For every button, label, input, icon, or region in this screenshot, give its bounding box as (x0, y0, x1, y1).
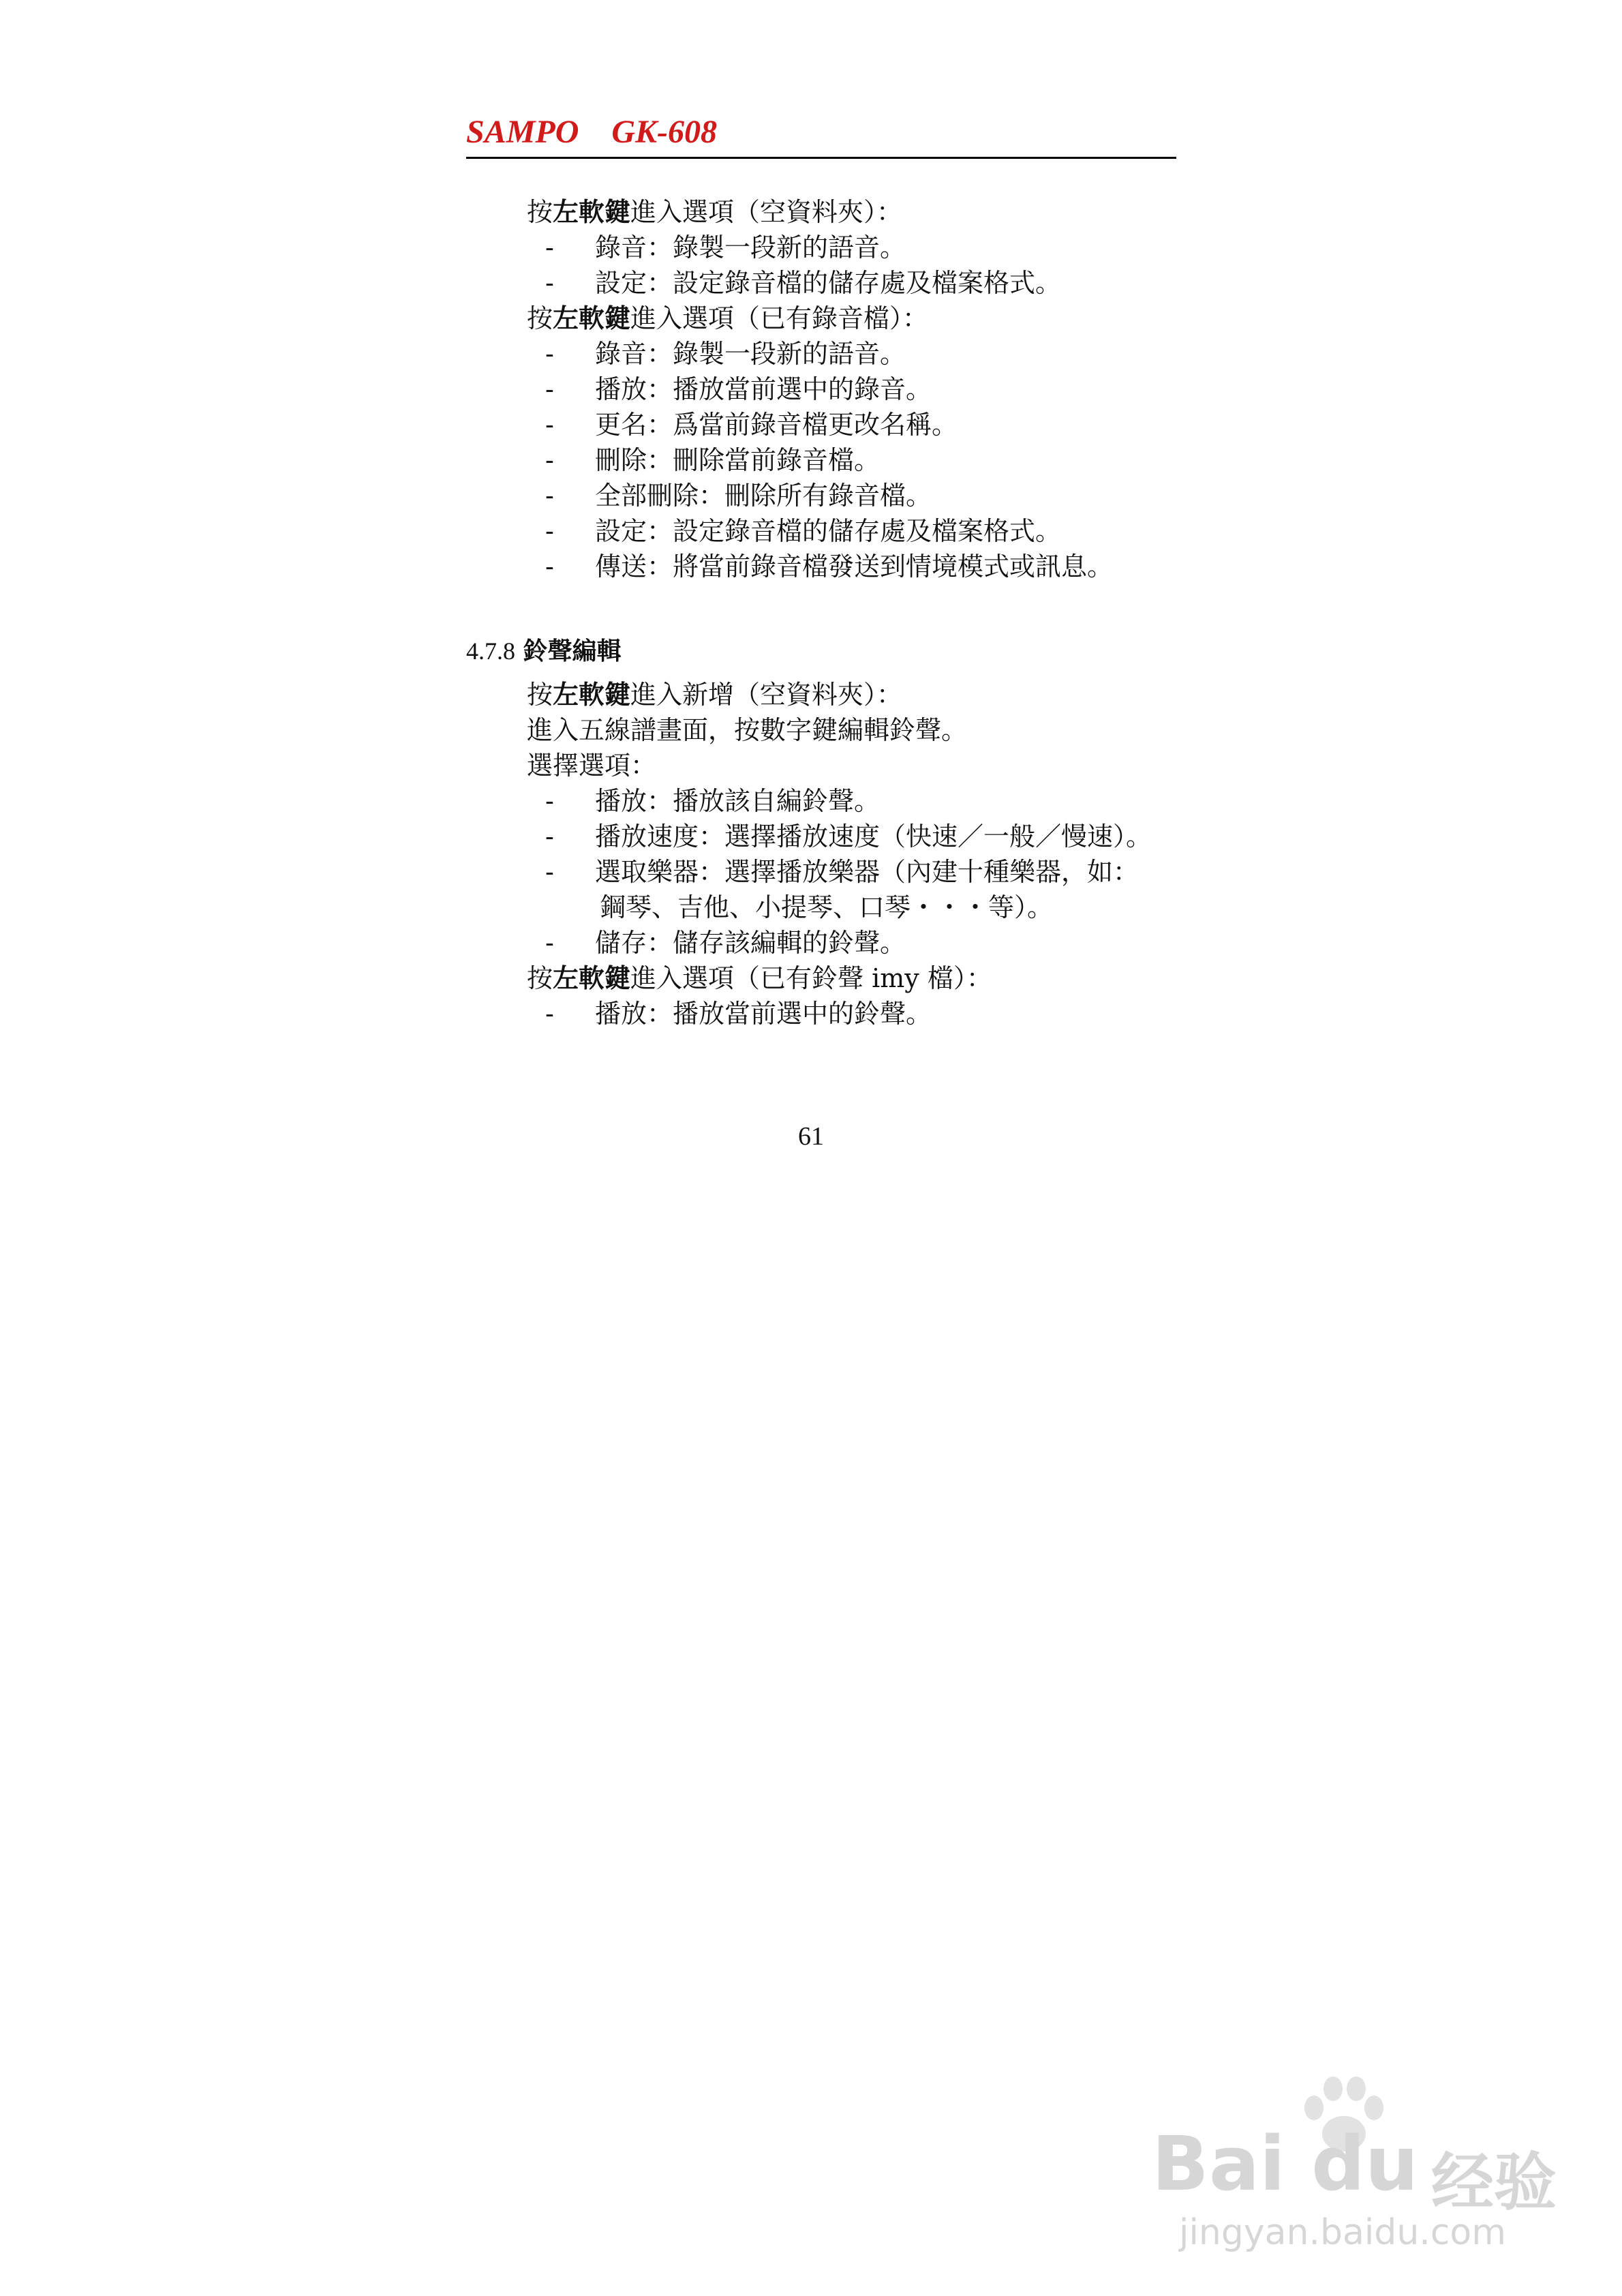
list-item: 傳送：將當前錄音檔發送到情境模式或訊息。 (595, 552, 1114, 581)
list-item: 選取樂器：選擇播放樂器（內建十種樂器，如： (595, 857, 1139, 887)
paragraph-line: 選擇選項： (527, 751, 657, 781)
watermark-url: jingyan.baidu.com (1179, 2212, 1506, 2253)
bullet: - (545, 445, 554, 475)
section-heading: 4.7.8 鈴聲編輯 (466, 637, 622, 665)
list-item: 更名：爲當前錄音檔更改名稱。 (595, 410, 958, 440)
list-item: 錄音：錄製一段新的語音。 (595, 232, 906, 262)
lead-line-ringtone-existing: 按左軟鍵進入選項（已有鈴聲 imy 檔）： (527, 963, 992, 993)
bullet: - (545, 410, 554, 440)
watermark-brand: Bai du (1152, 2120, 1419, 2207)
watermark-cn: 经验 (1431, 2146, 1557, 2219)
baidu-watermark (1152, 2072, 1588, 2256)
list-item: 播放速度：選擇播放速度（快速／一般／慢速）。 (595, 821, 1152, 851)
bullet: - (545, 268, 554, 298)
paragraph-line: 進入五線譜畫面，按數字鍵編輯鈴聲。 (527, 715, 968, 745)
bullet: - (545, 339, 554, 369)
bullet: - (545, 552, 554, 581)
bullet: - (545, 374, 554, 404)
bullet: - (545, 232, 554, 262)
header-rule (466, 157, 1176, 159)
list-item: 播放：播放當前選中的鈴聲。 (595, 999, 932, 1029)
list-item: 設定：設定錄音檔的儲存處及檔案格式。 (595, 268, 1062, 298)
bullet: - (545, 481, 554, 511)
list-item: 全部刪除：刪除所有錄音檔。 (595, 481, 932, 511)
bullet: - (545, 857, 554, 887)
bullet: - (545, 928, 554, 958)
list-item: 儲存：儲存該編輯的鈴聲。 (595, 928, 906, 958)
page-number: 61 (798, 1122, 824, 1151)
document-header-title: SAMPO GK-608 (466, 114, 718, 150)
list-item: 播放：播放該自編鈴聲。 (595, 786, 881, 816)
lead-line-ringtone-new: 按左軟鍵進入新增（空資料夾）： (527, 679, 903, 710)
list-item: 刪除：刪除當前錄音檔。 (595, 445, 881, 475)
list-item: 錄音：錄製一段新的語音。 (595, 339, 906, 369)
list-item-continuation: 鋼琴、吉他、小提琴、口琴・・・等）。 (600, 892, 1054, 922)
bullet: - (545, 786, 554, 816)
bullet: - (545, 821, 554, 851)
bullet: - (545, 999, 554, 1029)
list-item: 播放：播放當前選中的錄音。 (595, 374, 932, 404)
bullet: - (545, 516, 554, 546)
lead-line-existing-recording: 按左軟鍵進入選項（已有錄音檔）： (527, 303, 929, 333)
list-item: 設定：設定錄音檔的儲存處及檔案格式。 (595, 516, 1062, 546)
lead-line-empty-folder: 按左軟鍵進入選項（空資料夾）： (527, 196, 903, 227)
